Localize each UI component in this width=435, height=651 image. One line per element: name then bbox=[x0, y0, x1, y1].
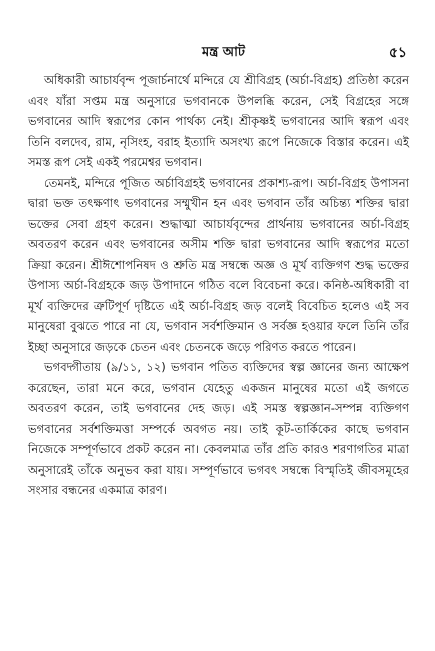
chapter-title: মন্ত্র আট bbox=[201, 45, 246, 60]
body-text bbox=[28, 70, 409, 501]
page-number: ৫১ bbox=[388, 45, 407, 61]
paragraph-3: ভগবদ্গীতায় (৯/১১, ১২) ভগবান পতিত ব্যক্তিদের স্বল্প জ্ঞানের জন্য আক্ষেপ করেছেন, তারা মনে করে, ভগবান যেহেতু একজন মানুষের মতো এই জগতে অবতরণ করেন, তাই ভগবানের দেহ জড়। এই সমস্ত স্বল্পজ্ঞান-সম্পন্ন ব্যক্তিগণ ভগবানের সর্বশক্তিমত্তা সম্পর্কে অবগত নয়। তাই কূট-তার্কিকের কাছে ভগবান নিজেকে সম্পূর্ণভাবে প্রকট করেন না। কেবলমাত্র তাঁর প্রতি কারও শরণাগতির মাত্রা অনুসারেই তাঁকে অনুভব করা যায়। সম্পূর্ণভাবে ভগবৎ সম্বন্ধে বিস্মৃতিই জীবসমূহের সংসার বন্ধনের একমাত্র কারণ। bbox=[28, 360, 409, 497]
paragraph-1: অধিকারী আচার্যবৃন্দ পূজার্চনার্থে মন্দিরে যে শ্রীবিগ্রহ (অর্চা-বিগ্রহ) প্রতিষ্ঠা করেন এবং যাঁরা সপ্তম মন্ত্র অনুসারে ভগবানকে উপলব্ধি করেন, সেই বিগ্রহের সঙ্গে ভগবানের আদি স্বরূপের কোন পার্থক্য নেই। শ্রীকৃষ্ণই ভগবানের আদি স্বরূপ এবং তিনি বলদেব, রাম, নৃসিংহ, বরাহ ইত্যাদি অসংখ্য রূপে নিজেকে বিস্তার করেন। এই সমস্ত রূপ সেই একই পরমেশ্বর ভগবান। bbox=[28, 73, 409, 169]
paragraph-2: তেমনই, মন্দিরে পূজিত অর্চাবিগ্রহই ভগবানের প্রকাশ্য-রূপ। অর্চা-বিগ্রহ উপাসনা দ্বারা ভক্ত তৎক্ষণাৎ ভগবানের সম্মুখীন হন এবং ভগবান তাঁর অচিন্ত্য শক্তির দ্বারা ভক্তের সেবা গ্রহণ করেন। শুদ্ধাত্মা আচার্যবৃন্দের প্রার্থনায় ভগবানের অর্চা-বিগ্রহ অবতরণ করেন এবং ভগবানের অসীম শক্তি দ্বারা ভগবানের আদি স্বরূপের মতো ক্রিয়া করেন। শ্রীঈশোপনিষদ ও শ্রুতি মন্ত্র সম্বন্ধে অজ্ঞ ও মূর্খ ব্যক্তিগণ শুদ্ধ ভক্তের উপাস্য অর্চা-বিগ্রহকে জড় উপাদানে গঠিত বলে বিবেচনা করে। কনিষ্ঠ-অধিকারী বা মূর্খ ব্যক্তিদের ত্রুটিপূর্ণ দৃষ্টিতে এই অর্চা-বিগ্রহ জড় বলেই বিবেচিত হলেও এই সব মানুষেরা বুঝতে পারে না যে, ভগবান সর্বশক্তিমান ও সর্বজ্ঞ হওয়ার ফলে তিনি তাঁর ইচ্ছা অনুসারে জড়কে চেতন এবং চেতনকে জড়ে পরিণত করতে পারেন। bbox=[28, 175, 409, 354]
page-header bbox=[40, 44, 407, 66]
